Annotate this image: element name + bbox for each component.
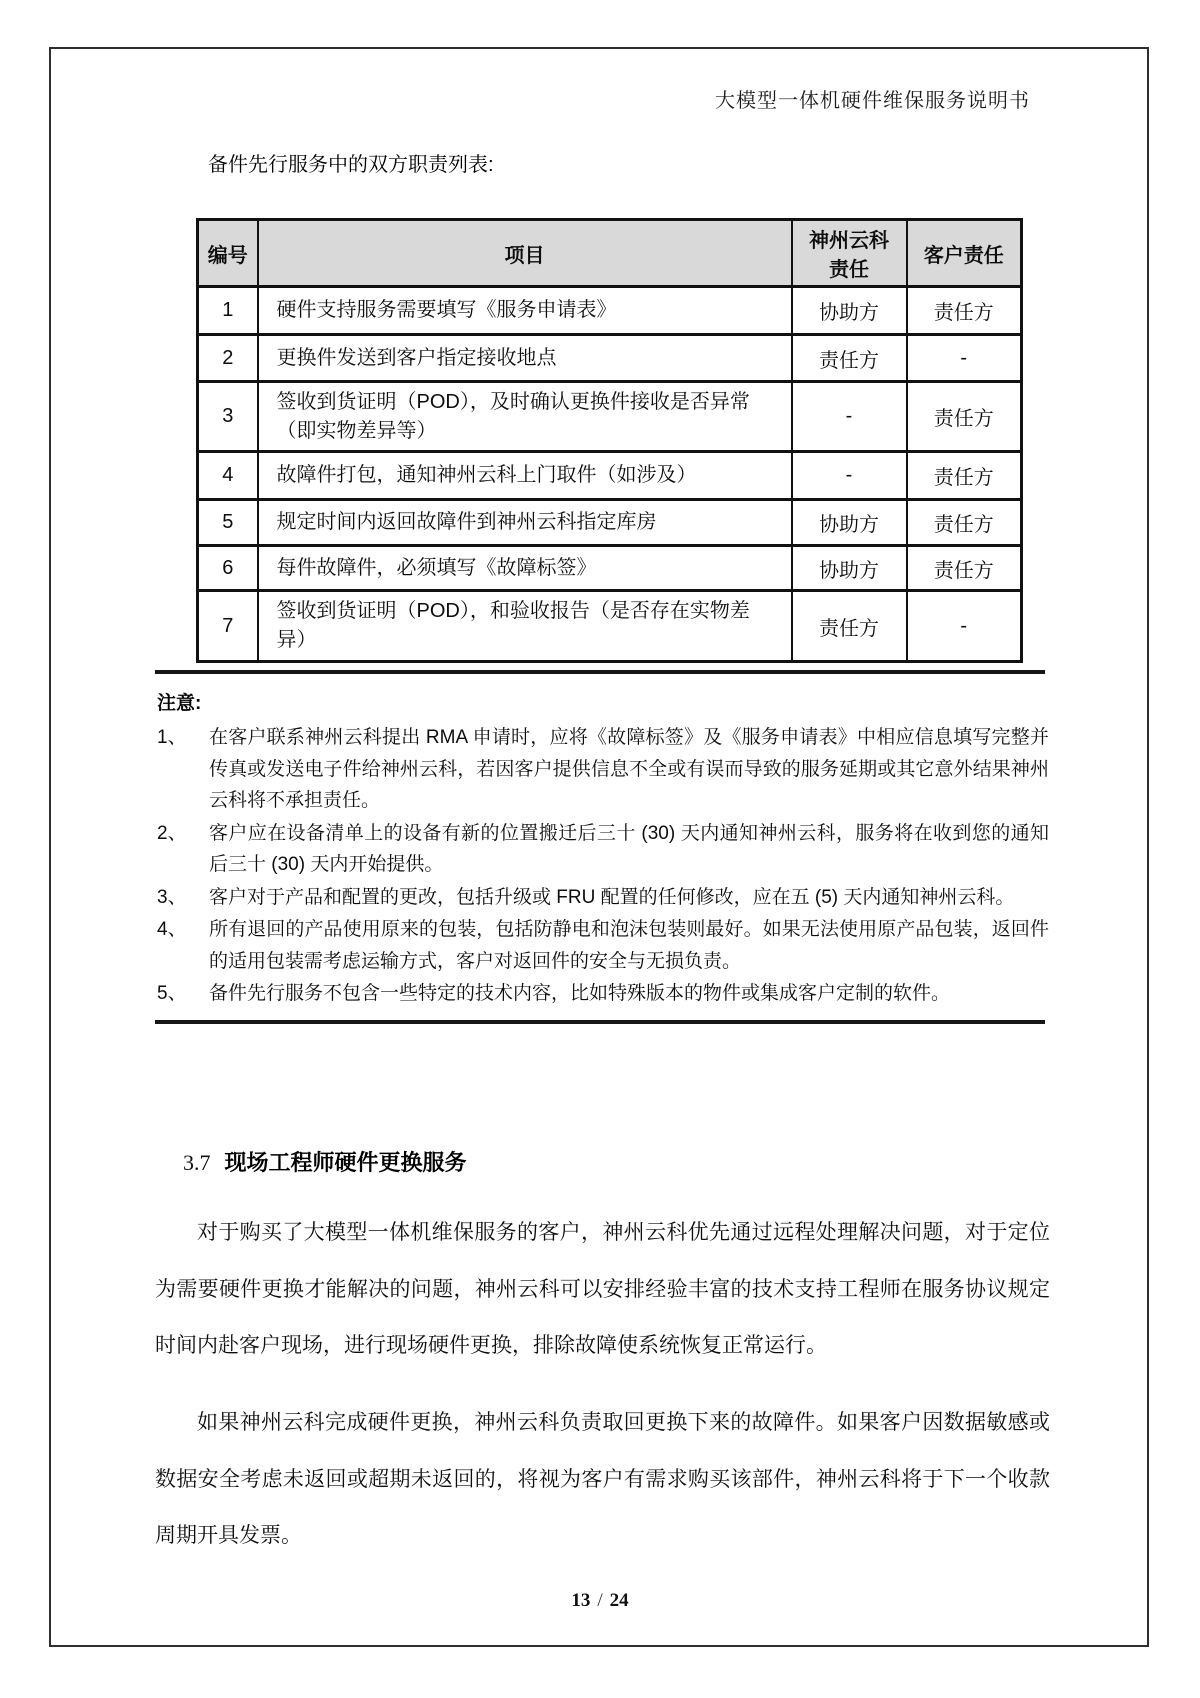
note-number: 5、 (157, 983, 187, 1004)
paragraph-faulty-part-return: 如果神州云科完成硬件更换，神州云科负责取回更换下来的故障件。如果客户因数据敏感或数据安全考虑未返回或超期未返回的，将视为客户有需求购买该部件，神州云科将于下一个收款周期开具发票。 (155, 1411, 1050, 1547)
note-item (157, 722, 1049, 817)
cell-item: 故障件打包，通知神州云科上门取件（如涉及） (258, 452, 792, 500)
table-row (198, 287, 1022, 335)
cell-customer-responsibility: 责任方 (907, 546, 1022, 591)
cell-no: 5 (198, 500, 258, 546)
cell-dck-responsibility: 协助方 (792, 546, 907, 591)
cell-dck-responsibility: - (792, 382, 907, 452)
note-number: 4、 (157, 919, 187, 940)
cell-no: 7 (198, 591, 258, 662)
col-header-customer-responsibility: 客户责任 (907, 220, 1022, 287)
cell-dck-responsibility: - (792, 452, 907, 500)
table-row (198, 546, 1022, 591)
cell-dck-responsibility: 责任方 (792, 591, 907, 662)
table-row (198, 335, 1022, 382)
note-item (157, 818, 1049, 881)
table-row (198, 591, 1022, 662)
table-row (198, 500, 1022, 546)
notice-label: 注意: (157, 693, 202, 714)
section-heading (183, 1146, 467, 1177)
note-item (157, 914, 1049, 977)
cell-no: 1 (198, 287, 258, 335)
page-footer (0, 1590, 1200, 1612)
cell-customer-responsibility: 责任方 (907, 287, 1022, 335)
footer-separator: / (597, 1590, 603, 1611)
table-caption: 备件先行服务中的双方职责列表: (208, 154, 494, 176)
note-item (157, 978, 1049, 1010)
col-header-no: 编号 (198, 220, 258, 287)
note-number: 1、 (157, 727, 187, 748)
cell-customer-responsibility: 责任方 (907, 382, 1022, 452)
note-text: 客户对于产品和配置的更改，包括升级或 FRU 配置的任何修改，应在五 (5) 天内通知神州云科。 (209, 886, 1015, 908)
table-header-row (198, 220, 1022, 287)
cell-item: 规定时间内返回故障件到神州云科指定库房 (258, 500, 792, 546)
paragraph-remote-first-policy: 对于购买了大模型一体机维保服务的客户，神州云科优先通过远程处理解决问题，对于定位为需要硬件更换才能解决的问题，神州云科可以安排经验丰富的技术支持工程师在服务协议规定时间内赴客户现场，进行现场硬件更换，排除故障使系统恢复正常运行。 (155, 1221, 1050, 1357)
cell-customer-responsibility: - (907, 591, 1022, 662)
footer-total-pages: 24 (609, 1590, 629, 1611)
notes-list (157, 722, 1049, 1011)
cell-item: 签收到货证明（POD），及时确认更换件接收是否异常（即实物差异等） (258, 382, 792, 452)
document-header-title: 大模型一体机硬件维保服务说明书 (715, 90, 1030, 112)
responsibility-table (196, 218, 1023, 663)
note-number: 2、 (157, 822, 187, 844)
cell-customer-responsibility: 责任方 (907, 500, 1022, 546)
cell-item: 更换件发送到客户指定接收地点 (258, 335, 792, 382)
cell-customer-responsibility: 责任方 (907, 452, 1022, 500)
section-title: 现场工程师硬件更换服务 (224, 1150, 467, 1175)
note-number: 3、 (157, 886, 187, 908)
cell-no: 4 (198, 452, 258, 500)
cell-item: 每件故障件，必须填写《故障标签》 (258, 546, 792, 591)
cell-no: 2 (198, 335, 258, 382)
col-header-dck-responsibility (792, 220, 907, 287)
cell-item: 签收到货证明（POD），和验收报告（是否存在实物差异） (258, 591, 792, 662)
col-header-dck-line1: 神州云科 (809, 230, 889, 252)
horizontal-rule-top (155, 670, 1045, 674)
footer-page-number: 13 (571, 1590, 591, 1611)
note-text: 所有退回的产品使用原来的包装，包括防静电和泡沫包装则最好。如果无法使用原产品包装，返回件的适用包装需考虑运输方式，客户对返回件的安全与无损负责。 (209, 919, 1049, 972)
cell-customer-responsibility: - (907, 335, 1022, 382)
note-text: 备件先行服务不包含一些特定的技术内容，比如特殊版本的物件或集成客户定制的软件。 (209, 983, 951, 1004)
note-text: 在客户联系神州云科提出 RMA 申请时，应将《故障标签》及《服务申请表》中相应信息填写完整并传真或发送电子件给神州云科，若因客户提供信息不全或有误而导致的服务延期或其它意外结果神州云科将不承担责任。 (209, 727, 1049, 811)
cell-no: 6 (198, 546, 258, 591)
table-row (198, 382, 1022, 452)
cell-dck-responsibility: 协助方 (792, 500, 907, 546)
col-header-item: 项目 (258, 220, 792, 287)
cell-item: 硬件支持服务需要填写《服务申请表》 (258, 287, 792, 335)
cell-no: 3 (198, 382, 258, 452)
cell-dck-responsibility: 协助方 (792, 287, 907, 335)
table-row (198, 452, 1022, 500)
note-text: 客户应在设备清单上的设备有新的位置搬迁后三十 (30) 天内通知神州云科，服务将在收到您的通知后三十 (30) 天内开始提供。 (209, 822, 1049, 875)
col-header-dck-line2: 责任 (829, 259, 869, 281)
horizontal-rule-bottom (155, 1020, 1045, 1024)
cell-dck-responsibility: 责任方 (792, 335, 907, 382)
note-item (157, 882, 1049, 914)
section-number: 3.7 (183, 1150, 211, 1175)
